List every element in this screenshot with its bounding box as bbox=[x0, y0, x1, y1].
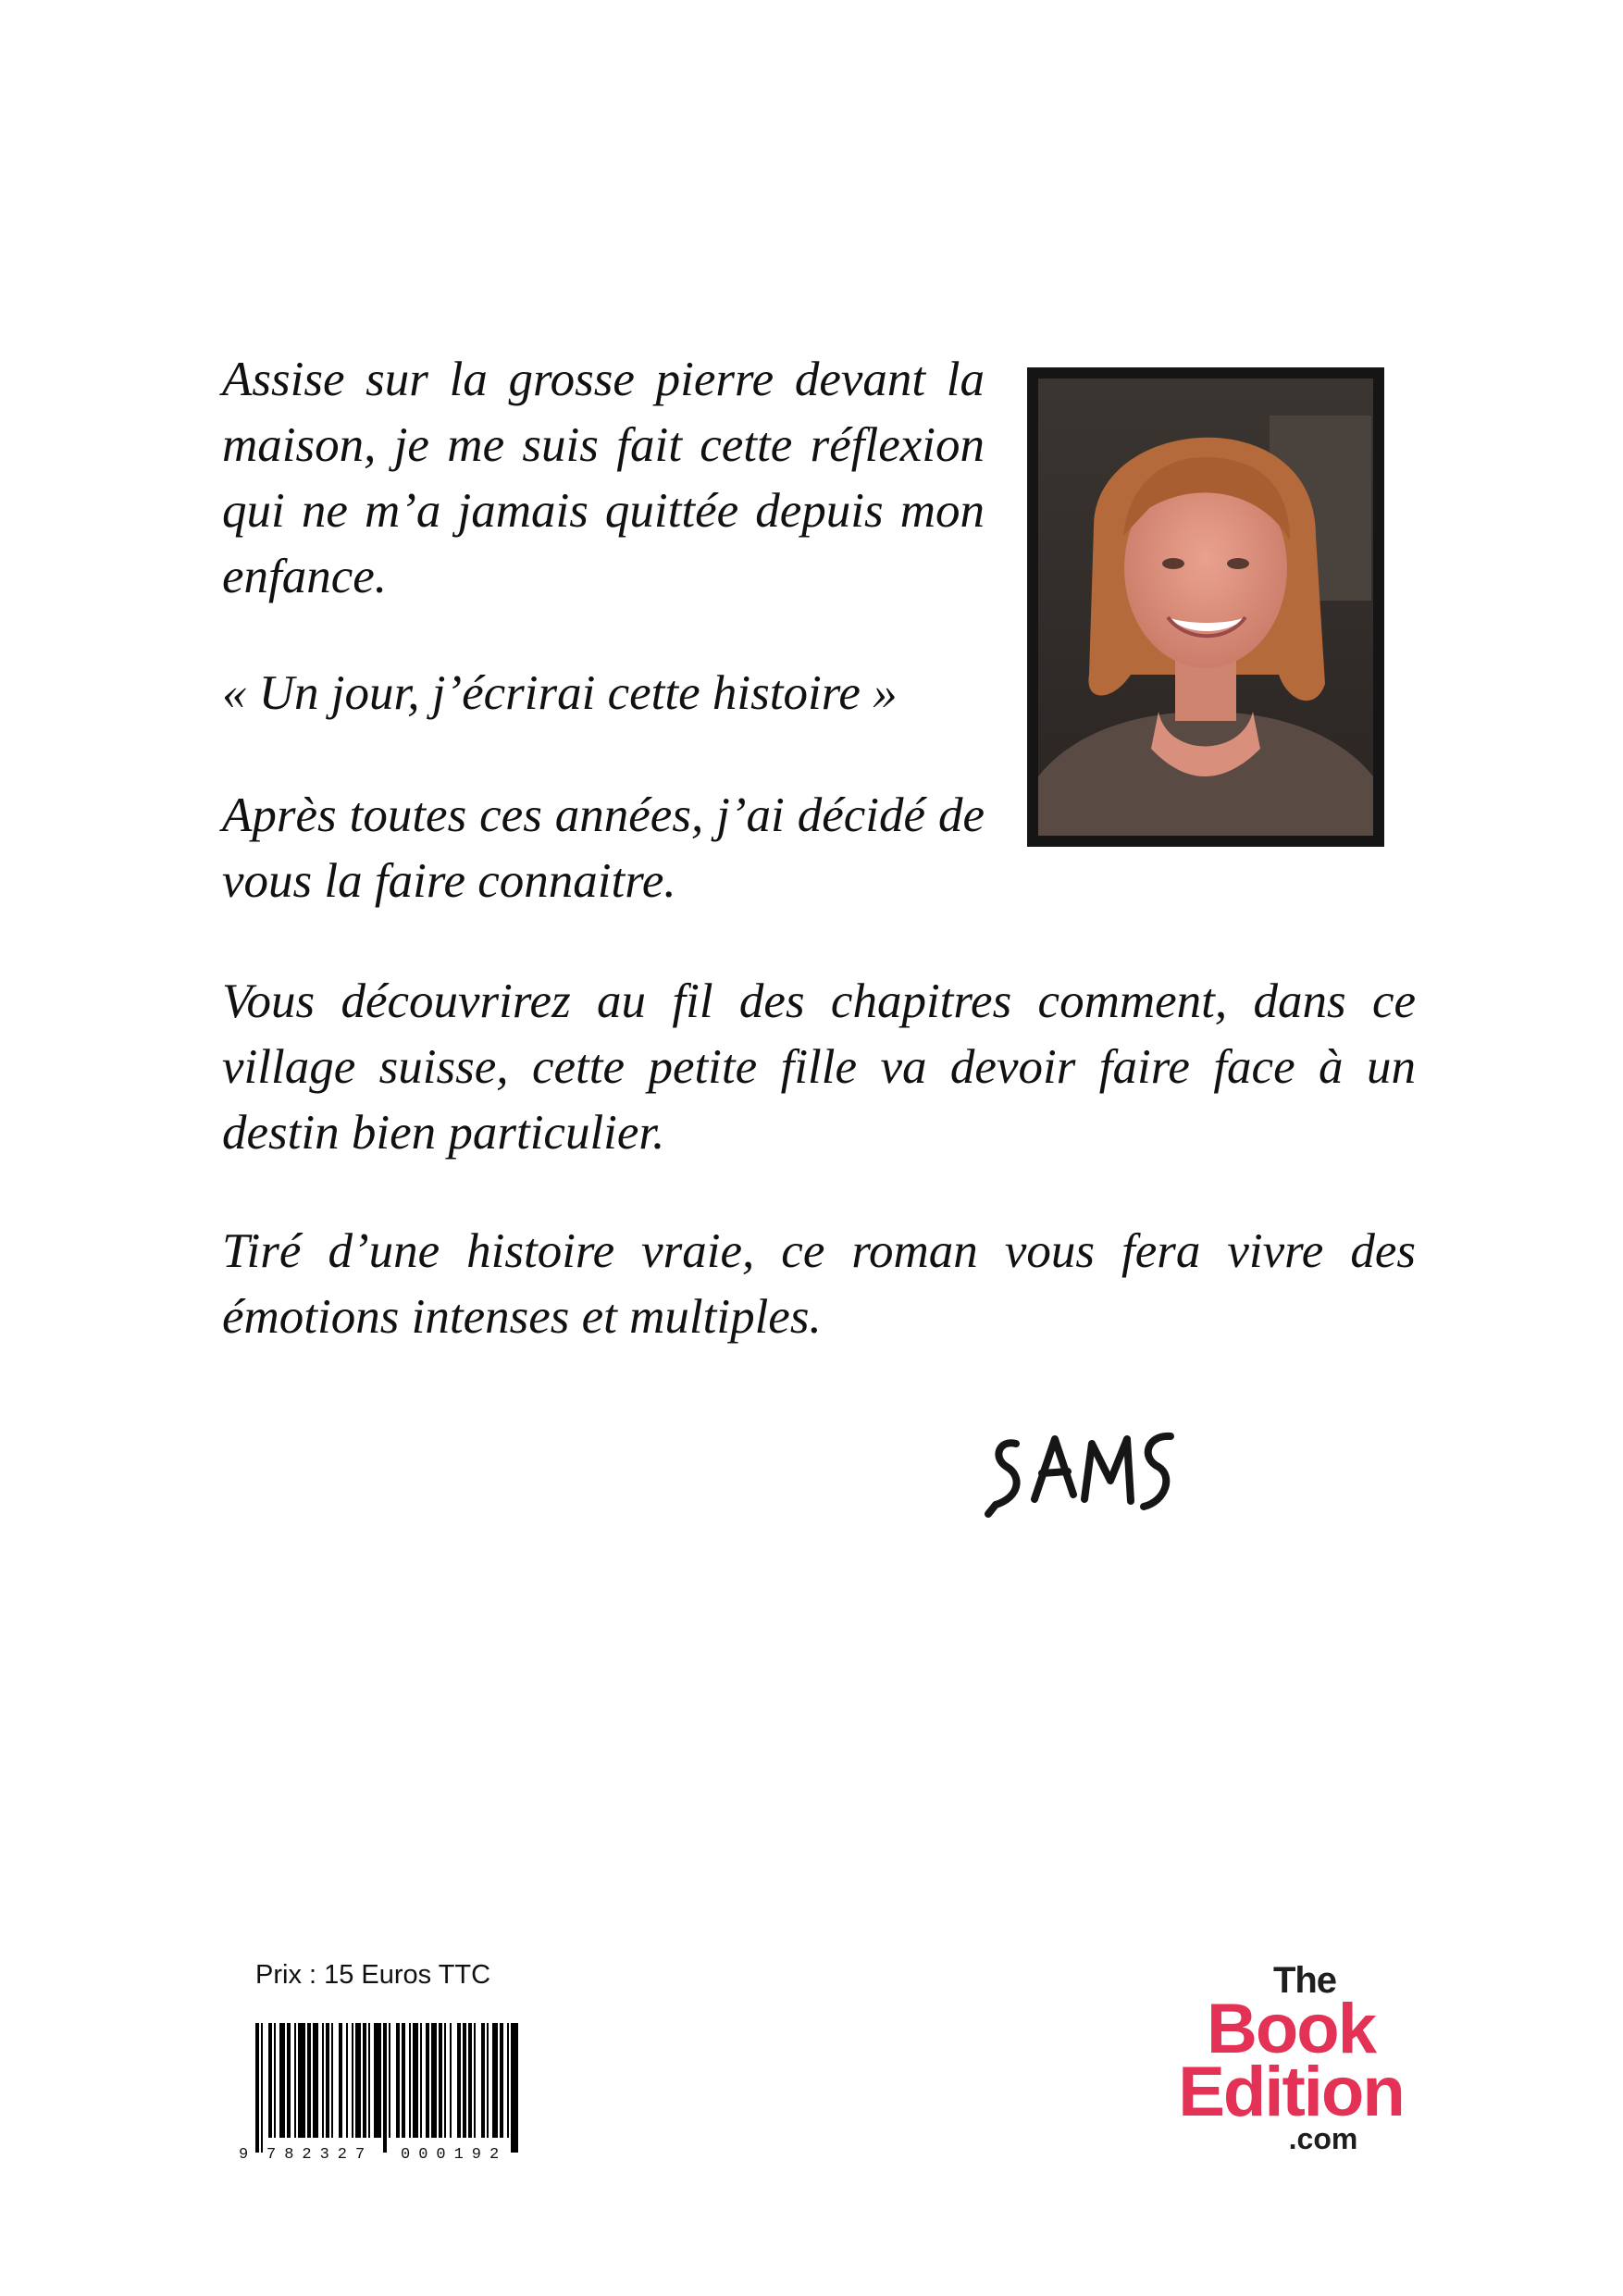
author-portrait-image bbox=[1038, 379, 1373, 836]
barcode-bar bbox=[468, 2023, 472, 2138]
barcode-bar bbox=[255, 2023, 259, 2153]
author-photo bbox=[1027, 367, 1384, 847]
the-book-edition-logo bbox=[1161, 1962, 1420, 2153]
logo-edition-text: Edition bbox=[1178, 2053, 1404, 2131]
barcode-bar bbox=[487, 2023, 489, 2138]
barcode-bar bbox=[274, 2023, 276, 2138]
barcode-bar bbox=[402, 2023, 405, 2138]
blurb-quote: « Un jour, j’écrirai cette histoire » bbox=[222, 666, 898, 720]
price-label: Prix : 15 Euros TTC bbox=[255, 1960, 491, 1990]
barcode-bar bbox=[294, 2023, 296, 2138]
barcode-bar bbox=[444, 2023, 446, 2138]
barcode-bar bbox=[331, 2023, 333, 2138]
blurb-paragraph-3: Vous découvrirez au fil des chapitres comment, dans ce village suisse, cette petite fille va devoir faire face à un destin bien particulier. bbox=[222, 974, 1416, 1160]
blurb-paragraph-2: Après toutes ces années, j’ai décidé de vous la faire connaitre. bbox=[222, 788, 985, 908]
barcode-bar bbox=[457, 2023, 461, 2138]
barcode-bar bbox=[268, 2023, 272, 2138]
barcode-bar bbox=[413, 2023, 418, 2138]
barcode-bar bbox=[363, 2023, 366, 2138]
barcode-bar bbox=[346, 2023, 348, 2138]
logo-book-text: Book bbox=[1207, 1990, 1375, 2068]
blurb-paragraph-4: Tiré d’une histoire vraie, ce roman vous fera vivre des émotions intenses et multiples. bbox=[222, 1224, 1416, 1344]
barcode-bar bbox=[383, 2023, 387, 2153]
barcode-bar bbox=[368, 2023, 370, 2138]
barcode-bar bbox=[474, 2023, 476, 2138]
barcode-bar bbox=[500, 2023, 503, 2138]
barcode-bar bbox=[426, 2023, 429, 2138]
barcode-digit-prefix: 9 bbox=[239, 2146, 249, 2162]
barcode-bar bbox=[279, 2023, 285, 2138]
barcode-bar bbox=[287, 2023, 291, 2138]
barcode-bar bbox=[450, 2023, 452, 2138]
barcode-bar bbox=[439, 2023, 442, 2138]
barcode-bar bbox=[431, 2023, 437, 2138]
barcode-bar bbox=[326, 2023, 329, 2138]
barcode-digits-left: 782327 bbox=[266, 2146, 374, 2162]
blurb-paragraph-1: Assise sur la grosse pierre devant la maison, je me suis fait cette réflexion qui ne m’a jamais quittée depuis mon enfance. bbox=[222, 353, 985, 603]
barcode-bar bbox=[313, 2023, 318, 2138]
barcode-bar bbox=[339, 2023, 342, 2138]
barcode-bar bbox=[396, 2023, 400, 2138]
barcode-bar bbox=[352, 2023, 353, 2138]
barcode-bar bbox=[492, 2023, 498, 2138]
barcode-digits-right: 000192 bbox=[401, 2146, 508, 2162]
barcode-bar bbox=[261, 2023, 263, 2153]
author-signature bbox=[981, 1416, 1184, 1527]
barcode-bar bbox=[463, 2023, 466, 2138]
barcode-bar bbox=[298, 2023, 305, 2138]
barcode-bar bbox=[322, 2023, 324, 2138]
logo-com-text: .com bbox=[1288, 2122, 1358, 2155]
barcode-bar bbox=[511, 2023, 518, 2153]
barcode-bar bbox=[389, 2023, 390, 2138]
barcode-bar bbox=[507, 2023, 509, 2138]
logo-the-text: The bbox=[1272, 1960, 1337, 2001]
isbn-barcode bbox=[239, 2023, 529, 2162]
barcode-bar bbox=[481, 2023, 485, 2138]
barcode-bar bbox=[409, 2023, 411, 2138]
barcode-bar bbox=[307, 2023, 311, 2138]
barcode-bar bbox=[420, 2023, 422, 2138]
barcode-bar bbox=[374, 2023, 381, 2138]
barcode-bar bbox=[355, 2023, 361, 2138]
